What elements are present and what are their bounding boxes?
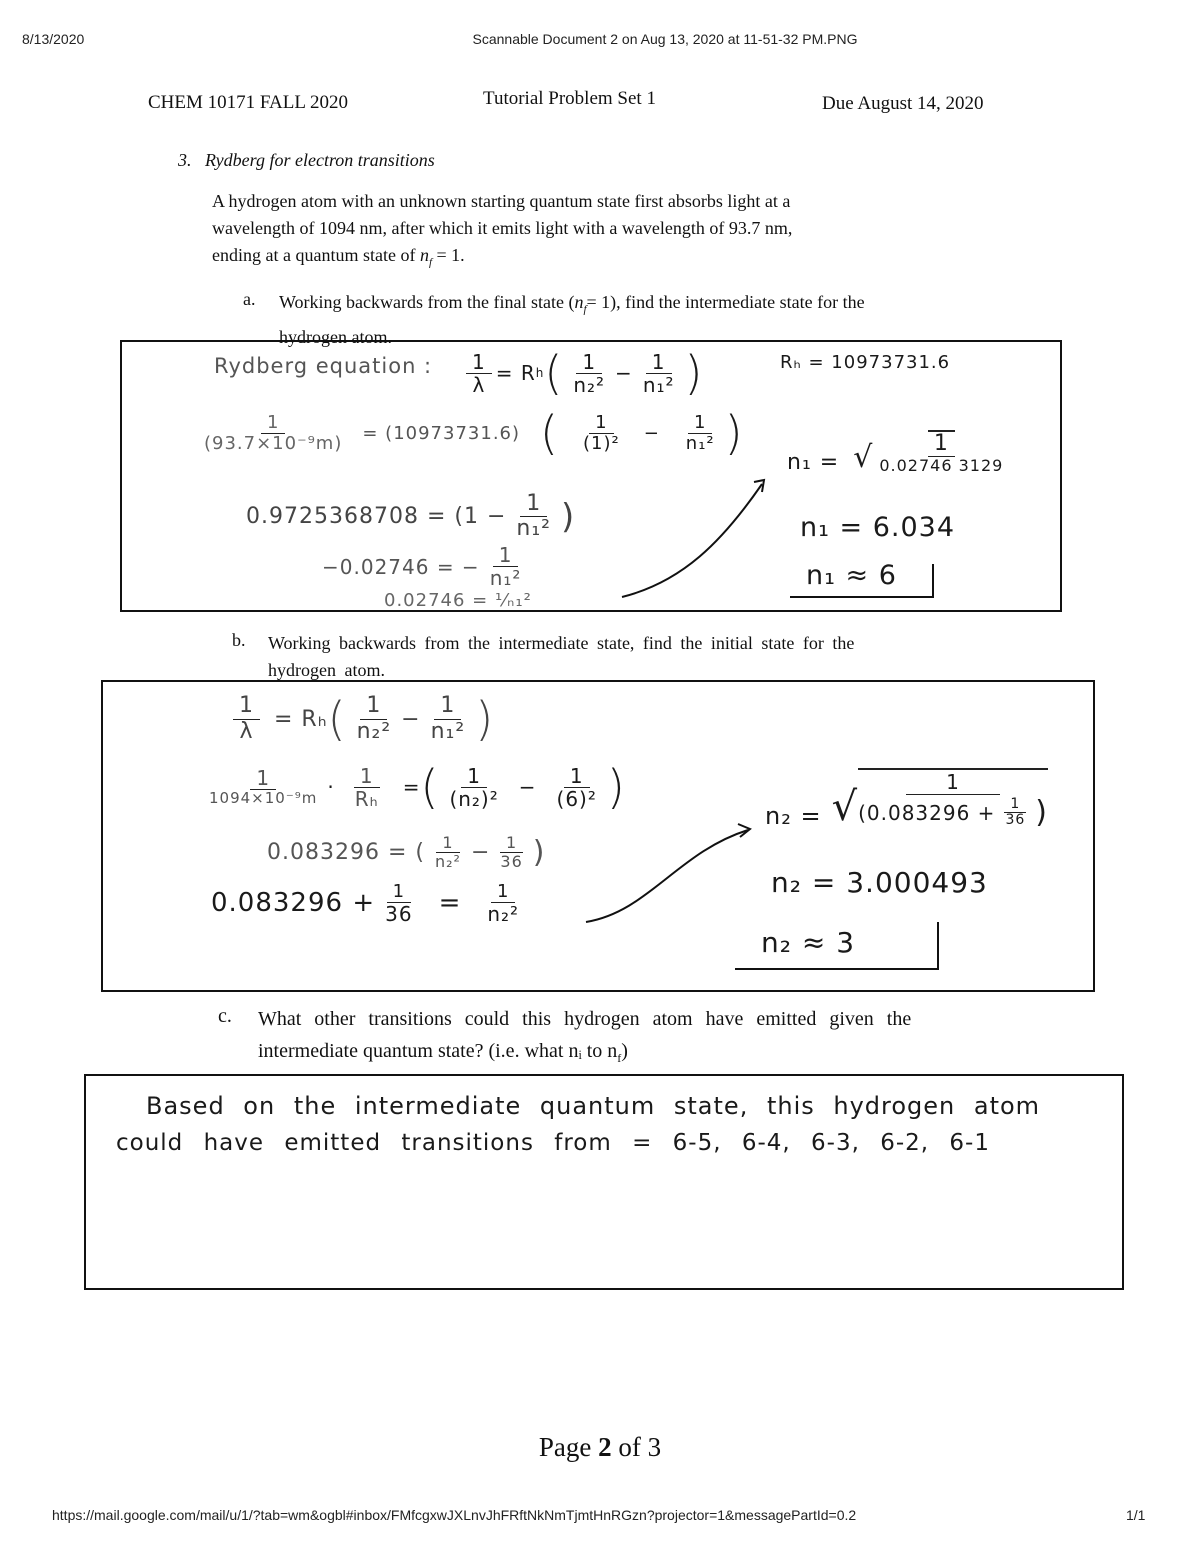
numerator: 1	[434, 694, 461, 719]
part-c-text: intermediate quantum state? (i.e. what nᵢ to n	[258, 1040, 618, 1062]
numerator: 1	[466, 351, 492, 374]
problem-set-title: Tutorial Problem Set 1	[483, 88, 656, 109]
sqrt-icon: √	[853, 439, 874, 475]
rydberg-term: = Rₕ	[274, 706, 328, 732]
fraction	[637, 351, 681, 396]
step-line-3	[246, 492, 575, 541]
numerator: 1	[576, 351, 602, 374]
part-a-text: = 1), find the intermediate state for the	[586, 292, 865, 312]
box-mark	[932, 564, 934, 598]
fraction	[510, 492, 557, 541]
close-paren: )	[532, 834, 546, 870]
step-text: 0.083296 = (	[267, 839, 425, 865]
problem-statement	[212, 188, 792, 277]
problem-line	[212, 242, 792, 277]
fraction	[351, 694, 398, 743]
rydberg-constant: Rₕ = 10973731.6	[780, 352, 951, 373]
denominator: n₁²	[516, 516, 551, 542]
fraction	[873, 430, 1009, 475]
step-text: −0.02746 = −	[322, 554, 480, 579]
numerator: 1	[354, 765, 380, 788]
part-c-answer-box	[84, 1074, 1124, 1290]
minus-sign: −	[470, 839, 491, 865]
fraction	[494, 834, 528, 870]
denominator: n₁²	[685, 432, 715, 454]
fraction	[379, 882, 418, 925]
numerator: 1	[1004, 797, 1026, 813]
fraction	[203, 767, 323, 807]
fraction	[551, 765, 603, 810]
open-paren: (	[420, 760, 440, 814]
var-sub: f	[428, 256, 433, 269]
denominator: λ	[472, 372, 486, 397]
underline	[790, 596, 932, 598]
root-body	[858, 768, 1048, 830]
denominator: 1094×10⁻⁹m	[209, 789, 318, 808]
numerator: 1	[928, 430, 955, 457]
part-b-line: Working backwards from the intermediate state, find the initial state for the	[268, 633, 855, 653]
part-c-line: What other transitions could this hydrogen atom have emitted given the	[258, 1008, 912, 1030]
step-line-4	[322, 544, 531, 589]
denominator: Rₕ	[354, 786, 379, 811]
numerator: 1	[520, 492, 547, 517]
denominator: (0.083296 + $\frac{1}{36}$ )	[858, 795, 1048, 830]
numerator: 1	[589, 413, 613, 434]
problem-number: 3.	[178, 150, 192, 170]
n2-result: n₂ = 3.000493	[771, 866, 988, 899]
equals-sign: =	[495, 361, 514, 385]
rydberg-symbol: R	[520, 361, 536, 385]
dot: ·	[327, 775, 335, 799]
fraction	[425, 694, 472, 743]
close-paren: )	[606, 760, 626, 814]
part-a-line	[279, 289, 865, 324]
denominator: 36	[385, 901, 413, 926]
arrow-icon	[612, 472, 782, 602]
step-text: 0.9725368708 = (1 −	[246, 504, 507, 530]
fraction	[443, 765, 504, 810]
fraction	[429, 834, 467, 870]
page-number-text: Page	[538, 1432, 599, 1462]
answer-line: could have emitted transitions from = 6-5, 6-4, 6-3, 6-2, 6-1	[116, 1130, 990, 1156]
equals-sign: =	[438, 888, 462, 919]
var-n: n	[574, 292, 584, 312]
rydberg-value: = (10973731.6)	[362, 422, 521, 444]
denominator-text: (0.083296 +	[858, 800, 996, 825]
fraction	[680, 413, 721, 454]
part-a-answer-box	[120, 340, 1062, 612]
page-number-text: of 3	[611, 1432, 662, 1462]
part-c-text: )	[621, 1040, 628, 1062]
numerator: 1	[233, 694, 260, 719]
close-paren: )	[724, 406, 744, 460]
numerator: 1	[906, 770, 1000, 795]
part-b-label: b.	[232, 630, 246, 650]
denominator: n₁²	[642, 372, 675, 397]
step-line-3	[267, 834, 545, 870]
problem-title: Rydberg for electron transitions	[205, 150, 435, 170]
denominator: n₂²	[487, 901, 520, 926]
fraction	[466, 351, 492, 396]
root-lhs: n₁ =	[787, 449, 840, 475]
root-lhs: n₂ =	[765, 802, 822, 830]
due-date: Due August 14, 2020	[822, 93, 984, 114]
close-paren: )	[684, 346, 704, 400]
print-title: Scannable Document 2 on Aug 13, 2020 at 11-51-32 PM.PNG	[472, 31, 858, 47]
fraction	[481, 882, 525, 925]
n2-root	[765, 768, 1048, 830]
minus-sign: −	[518, 775, 537, 799]
problem-heading	[178, 150, 435, 171]
problem-line: wavelength of 1094 nm, after which it emits light with a wavelength of 93.7 nm,	[212, 218, 793, 238]
open-paren: (	[540, 406, 559, 460]
fraction	[198, 413, 348, 454]
denominator: n₂²	[356, 718, 392, 744]
substitution-line	[199, 760, 626, 814]
print-url: https://mail.google.com/mail/u/1/?tab=wm&ogbl#inbox/FMfcgxwJXLnvJhFRftNkNmTjmtHnRGzn?projector=1&messagePartId=0.2	[52, 1507, 857, 1523]
numerator: 1	[461, 765, 487, 788]
fraction	[567, 351, 611, 396]
sqrt-icon: √	[831, 784, 859, 830]
close-paren: )	[560, 496, 576, 537]
numerator: 1	[688, 413, 712, 434]
fraction	[999, 797, 1031, 829]
substitution-line	[194, 406, 744, 460]
step-line-5: 0.02746 = ¹⁄ₙ₁²	[384, 590, 532, 611]
page-number	[0, 1432, 1200, 1463]
arrow-icon	[578, 812, 758, 932]
var-sub: f	[617, 1051, 622, 1065]
denominator: n₁²	[489, 566, 522, 590]
var-n: n	[419, 245, 429, 265]
part-a-label: a.	[243, 289, 256, 309]
denominator: 36	[1005, 812, 1026, 828]
part-b-answer-box	[101, 680, 1095, 992]
part-a-line: hydrogen atom.	[279, 326, 392, 347]
problem-line-text: ending at a quantum state of	[212, 245, 416, 265]
minus-sign: −	[401, 706, 421, 732]
fraction	[349, 765, 385, 810]
rydberg-equation	[462, 346, 703, 400]
minus-sign: −	[643, 422, 660, 444]
minus-sign: −	[615, 361, 633, 385]
course-name: CHEM 10171 FALL 2020	[148, 92, 349, 113]
denominator: n₂²	[573, 372, 606, 397]
box-mark	[937, 922, 939, 968]
denominator: λ	[239, 718, 254, 744]
part-c-label: c.	[218, 1005, 232, 1027]
numerator: 1	[564, 765, 590, 788]
open-paren: (	[327, 692, 347, 746]
denominator: 36	[500, 851, 523, 871]
current-page: 2	[598, 1432, 612, 1462]
n2-final: n₂ ≈ 3	[761, 926, 856, 959]
numerator: 1	[387, 882, 411, 903]
numerator: 1	[360, 694, 387, 719]
step-text: 0.083296 +	[211, 888, 376, 919]
fraction	[577, 413, 626, 454]
step-line-4	[211, 882, 529, 925]
rydberg-equation	[229, 692, 494, 746]
numerator: 1	[500, 834, 523, 853]
print-date: 8/13/2020	[22, 31, 85, 47]
denominator: 0.02746 3129	[879, 456, 1004, 476]
part-a-text: Working backwards from the final state (	[279, 292, 575, 312]
var-sub: f	[583, 303, 587, 316]
n1-final: n₁ ≈ 6	[806, 560, 897, 591]
denominator: (93.7×10⁻⁹m)	[204, 432, 343, 454]
numerator: 1	[493, 544, 519, 567]
open-paren: (	[544, 346, 564, 400]
part-c-question	[258, 1003, 911, 1074]
numerator: 1	[250, 767, 276, 790]
part-b-line: hydrogen atom.	[268, 660, 385, 680]
numerator: 1	[646, 351, 672, 374]
underline	[735, 968, 939, 970]
rydberg-label: Rydberg equation :	[214, 354, 433, 378]
problem-line-text: = 1.	[436, 245, 465, 265]
numerator: 1	[491, 882, 515, 903]
part-c-line	[258, 1035, 911, 1074]
rydberg-subscript: h	[535, 366, 545, 380]
denominator: (6)²	[556, 786, 597, 811]
denominator: n₂²	[434, 851, 461, 871]
close-paren: )	[475, 692, 495, 746]
denominator: (n₂)²	[449, 786, 499, 811]
denominator: (1)²	[582, 432, 620, 454]
answer-line: Based on the intermediate quantum state, this hydrogen atom	[146, 1092, 1041, 1120]
n1-root	[787, 430, 1013, 475]
numerator: 1	[261, 413, 285, 434]
print-page-count: 1/1	[1126, 1507, 1146, 1523]
problem-line: A hydrogen atom with an unknown starting quantum state first absorbs light at a	[212, 191, 791, 211]
numerator: 1	[436, 834, 459, 853]
part-b-question	[268, 630, 854, 684]
n1-result: n₁ = 6.034	[800, 512, 956, 543]
fraction	[233, 694, 260, 743]
denominator: n₁²	[430, 718, 466, 744]
equals-sign: =	[402, 775, 421, 799]
fraction	[484, 544, 528, 589]
